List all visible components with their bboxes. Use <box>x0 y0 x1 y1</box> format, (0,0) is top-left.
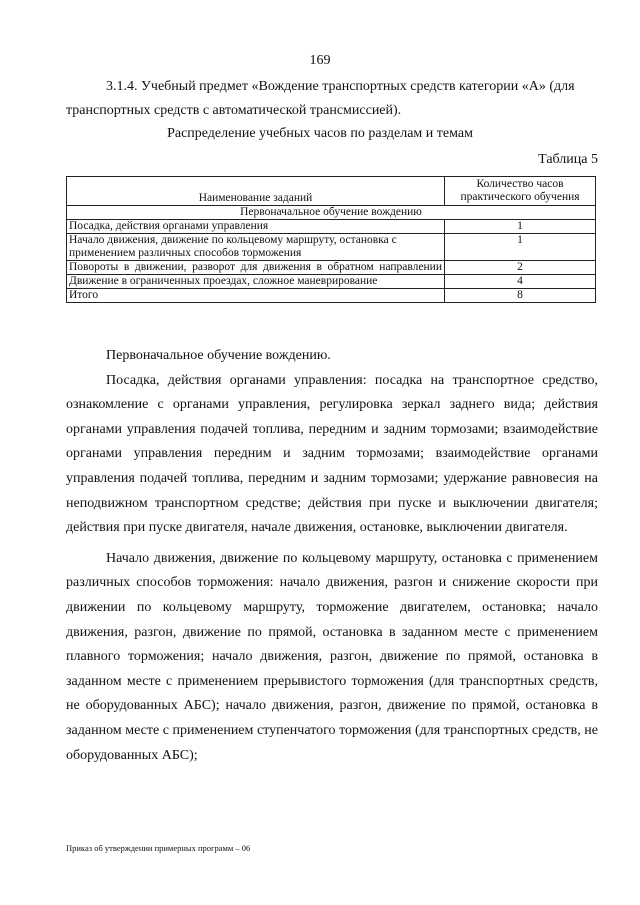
table-section-row <box>67 206 596 220</box>
table-header-row <box>67 177 596 206</box>
task-hours: 2 <box>445 261 596 275</box>
footer-note: Приказ об утверждении примерных программ – 06 <box>66 843 251 853</box>
task-hours: 1 <box>445 220 596 234</box>
distribution-title: Распределение учебных часов по разделам и темам <box>167 126 473 141</box>
table-label: Таблица 5 <box>538 152 598 167</box>
total-hours: 8 <box>445 289 596 303</box>
header-task-name: Наименование заданий <box>67 177 445 206</box>
table-row <box>67 234 596 261</box>
table-row <box>67 261 596 275</box>
total-label: Итого <box>67 289 445 303</box>
table-total-row <box>67 289 596 303</box>
table-row <box>67 220 596 234</box>
subject-heading-line-1: 3.1.4. Учебный предмет «Вождение транспортных средств категории «А» (для <box>106 79 575 94</box>
table-row <box>67 275 596 289</box>
page-number: 169 <box>309 53 331 68</box>
body-text <box>66 344 598 768</box>
paragraph: Начало движения, движение по кольцевому маршруту, остановка с применением различных способов торможения: начало движения, разгон и снижение скорости при движении по кольцевому маршруту, торможение двигателем, остановка; начало движения, разгон, движение по прямой, остановка в заданном месте с применением плавного торможения; начало движения, разгон, движение по прямой, остановка в заданном месте с применением прерывистого торможения (для транспортных средств, не оборудованных АБС); начало движения, разгон, движение по прямой, остановка в заданном месте с применением ступенчатого торможения (для транспортных средств, не оборудованных АБС); <box>66 550 598 763</box>
task-name: Начало движения, движение по кольцевому маршруту, остановка с применением различных способов торможения <box>67 234 445 261</box>
task-name: Посадка, действия органами управления <box>67 220 445 234</box>
paragraph: Первоначальное обучение вождению. <box>106 348 331 363</box>
subject-heading <box>66 75 600 123</box>
subject-heading-line-2: транспортных средств с автоматической трансмиссией). <box>66 103 402 118</box>
task-name: Повороты в движении, разворот для движения в обратном направлении <box>67 261 445 275</box>
paragraph: Посадка, действия органами управления: посадка на транспортное средство, ознакомление с органами управления, регулировка зеркал заднего вида; действия органами управления подачей топлива, передним и задним тормозами; взаимодействие органами управления передним и задним тормозами; взаимодействие органами управления подачей топлива, передним и задним тормозами; удержание равновесия на неподвижном транспортном средстве; действия при пуске и выключении двигателя; действия при пуске двигателя, начале движения, остановке, выключении двигателя. <box>66 372 598 536</box>
task-hours: 4 <box>445 275 596 289</box>
section-title: Первоначальное обучение вождению <box>67 206 596 220</box>
hours-table <box>66 176 596 303</box>
task-hours: 1 <box>445 234 596 261</box>
task-name: Движение в ограниченных проездах, сложное маневрирование <box>67 275 445 289</box>
header-hours: Количество часов практического обучения <box>445 177 596 206</box>
